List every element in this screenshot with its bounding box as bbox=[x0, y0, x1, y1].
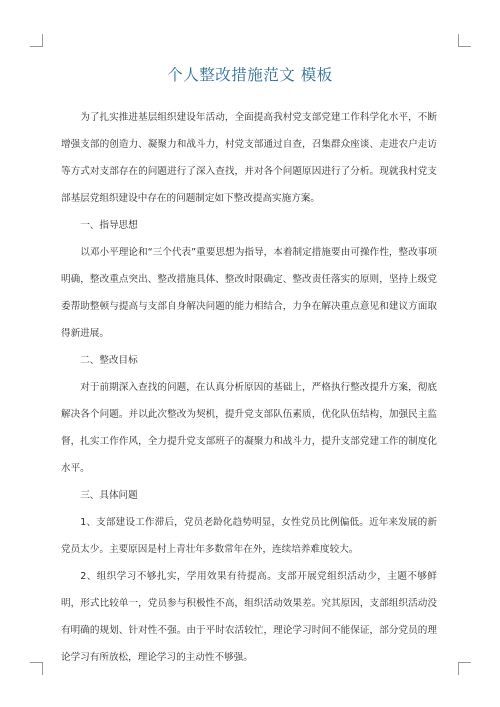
section-heading-specific-issues: 三、具体问题 bbox=[80, 490, 138, 501]
goals-paragraph: 对于前期深入查找的问题，在认真分析原因的基础上，严格执行整改提升方案，彻底解决各个问题。并以此次整改为契机，提升党支部队伍素质，优化队伍结构，加强民主监督，扎实工作作风，全力提升党支部班子的凝聚力和战斗力，提升支部党建工作的制度化水平。 bbox=[61, 382, 437, 474]
section-heading-goals: 二、整改目标 bbox=[80, 355, 138, 366]
crop-mark-top-left bbox=[30, 34, 43, 47]
crop-mark-top-right bbox=[458, 34, 471, 47]
intro-paragraph: 为了扎实推进基层组织建设年活动，全面提高我村党支部党建工作科学化水平，不断增强支部的创造力、凝聚力和战斗力，村党支部通过自查，召集群众座谈、走进农户走访等方式对支部存在的问题进行了深入查找，并对各个问题原因进行了分析。现就我村党支部基层党组织建设中存在的问题制定如下整改提高实施方案。 bbox=[61, 112, 437, 204]
guiding-ideology-paragraph: 以邓小平理论和“三个代表”重要思想为指导，本着制定措施要由可操作性，整改事项明确，整改重点突出、整改措施具体、整改时限确定、整改责任落实的原则，坚持上级党委帮助整顿与提高与支部自身解决问题的能力相结合，力争在解决重点意见和建议方面取得新进展。 bbox=[61, 247, 437, 339]
crop-mark-bottom-left bbox=[30, 662, 43, 675]
document-body bbox=[61, 104, 437, 671]
issue-paragraph-2: 2、组织学习不够扎实，学用效果有待提高。支部开展党组织活动少，主题不够鲜明，形式比较单一，党员参与积极性不高，组织活动效果差。究其原因，支部组织活动没有明确的规划、针对性不强。由于平时农活较忙，理论学习时间不能保证，部分党员的理论学习有所放松，理论学习的主动性不够强。 bbox=[61, 571, 437, 663]
document-title: 个人整改措施范文 模板 bbox=[167, 66, 333, 84]
section-heading-guiding-ideology: 一、指导思想 bbox=[80, 220, 138, 231]
issue-paragraph-1: 1、支部建设工作滞后，党员老龄化趋势明显，女性党员比例偏低。近年来发展的新党员太少。主要原因是村上青壮年多数常年在外，连续培养难度较大。 bbox=[61, 517, 437, 555]
crop-mark-bottom-right bbox=[458, 662, 471, 675]
